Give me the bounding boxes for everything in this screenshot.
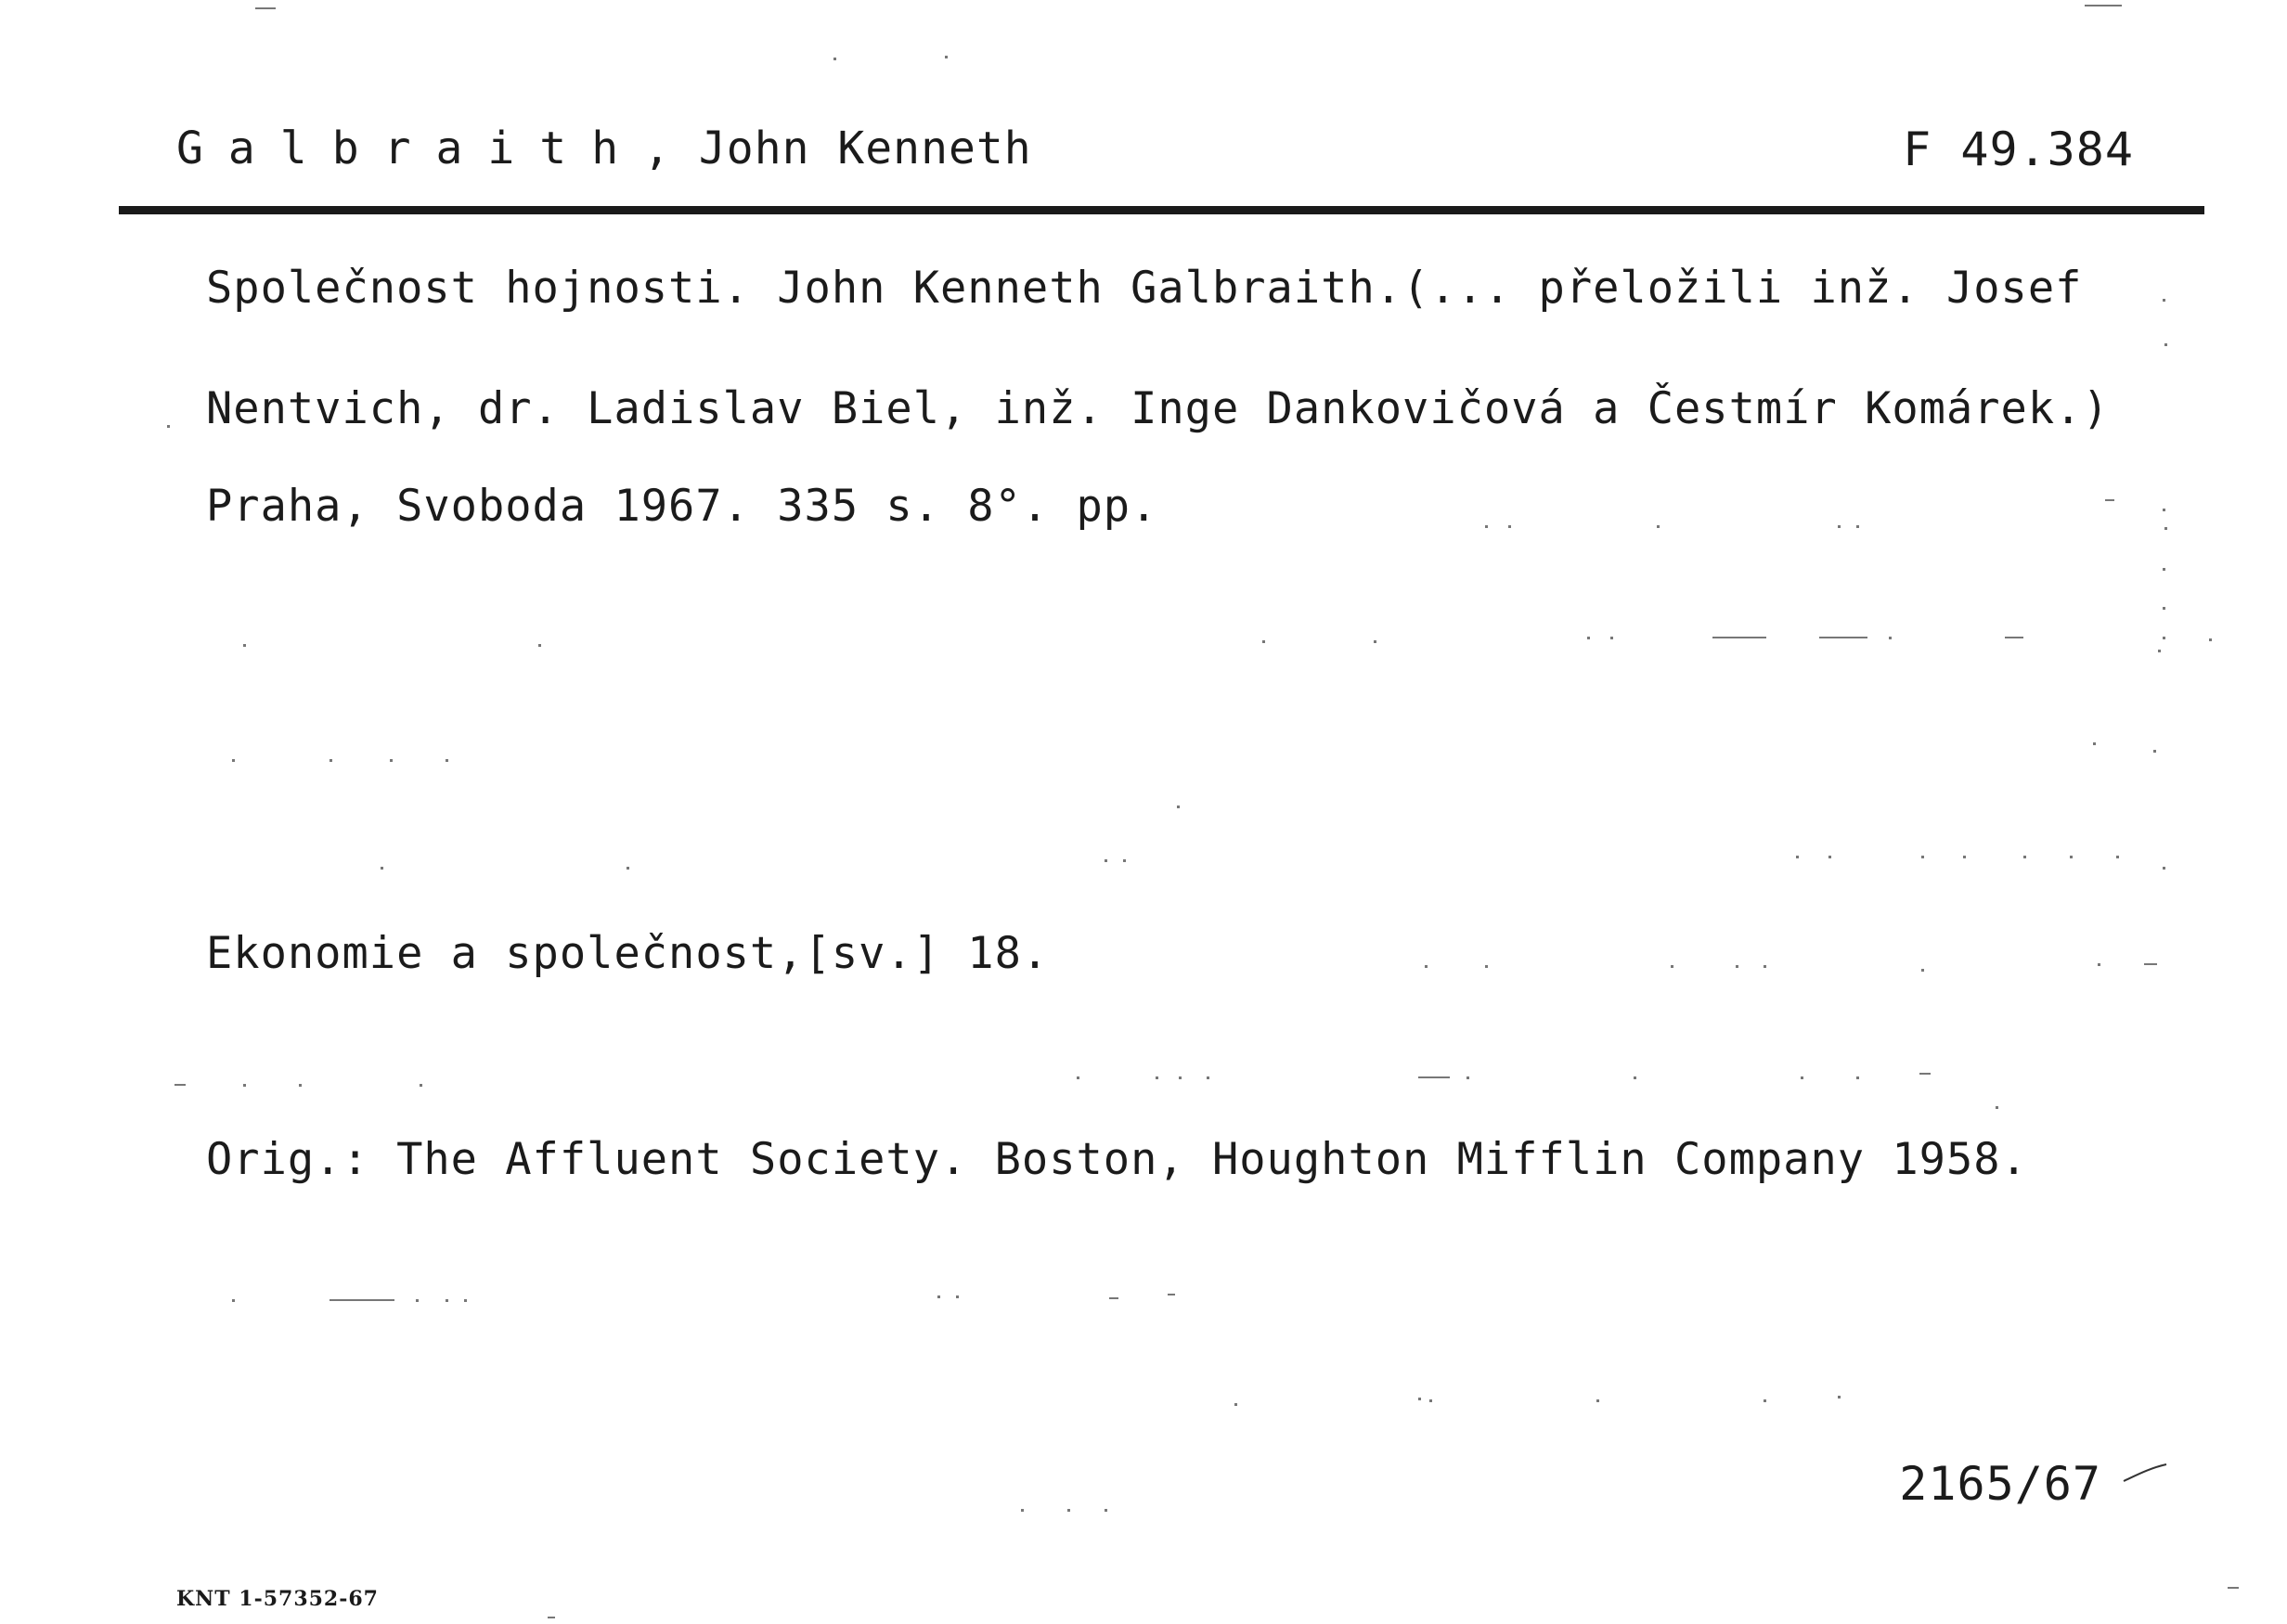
author-given-names: , John Kenneth	[643, 122, 1032, 174]
printer-code: KNT 1-57352-67	[176, 1587, 379, 1611]
author-heading	[176, 122, 1032, 174]
call-number: F 49.384	[1903, 122, 2134, 176]
pen-stroke-mark	[2122, 1459, 2168, 1487]
heading-rule	[119, 206, 2204, 214]
description-line-1: Společnost hojnosti. John Kenneth Galbraith.(... přeložili inž. Josef	[206, 263, 2083, 314]
description-line-3: Praha, Svoboda 1967. 335 s. 8°. pp.	[206, 481, 1158, 532]
original-title-note: Orig.: The Affluent Society. Boston, Houghton Mifflin Company 1958.	[206, 1134, 2028, 1185]
description-line-2: Nentvich, dr. Ladislav Biel, inž. Inge Dankovičová a Čestmír Komárek.)	[206, 383, 2110, 434]
series-note: Ekonomie a společnost,[sv.] 18.	[206, 928, 1050, 979]
accession-number: 2165/67	[1899, 1457, 2101, 1511]
author-surname: Galbraith	[176, 122, 644, 174]
